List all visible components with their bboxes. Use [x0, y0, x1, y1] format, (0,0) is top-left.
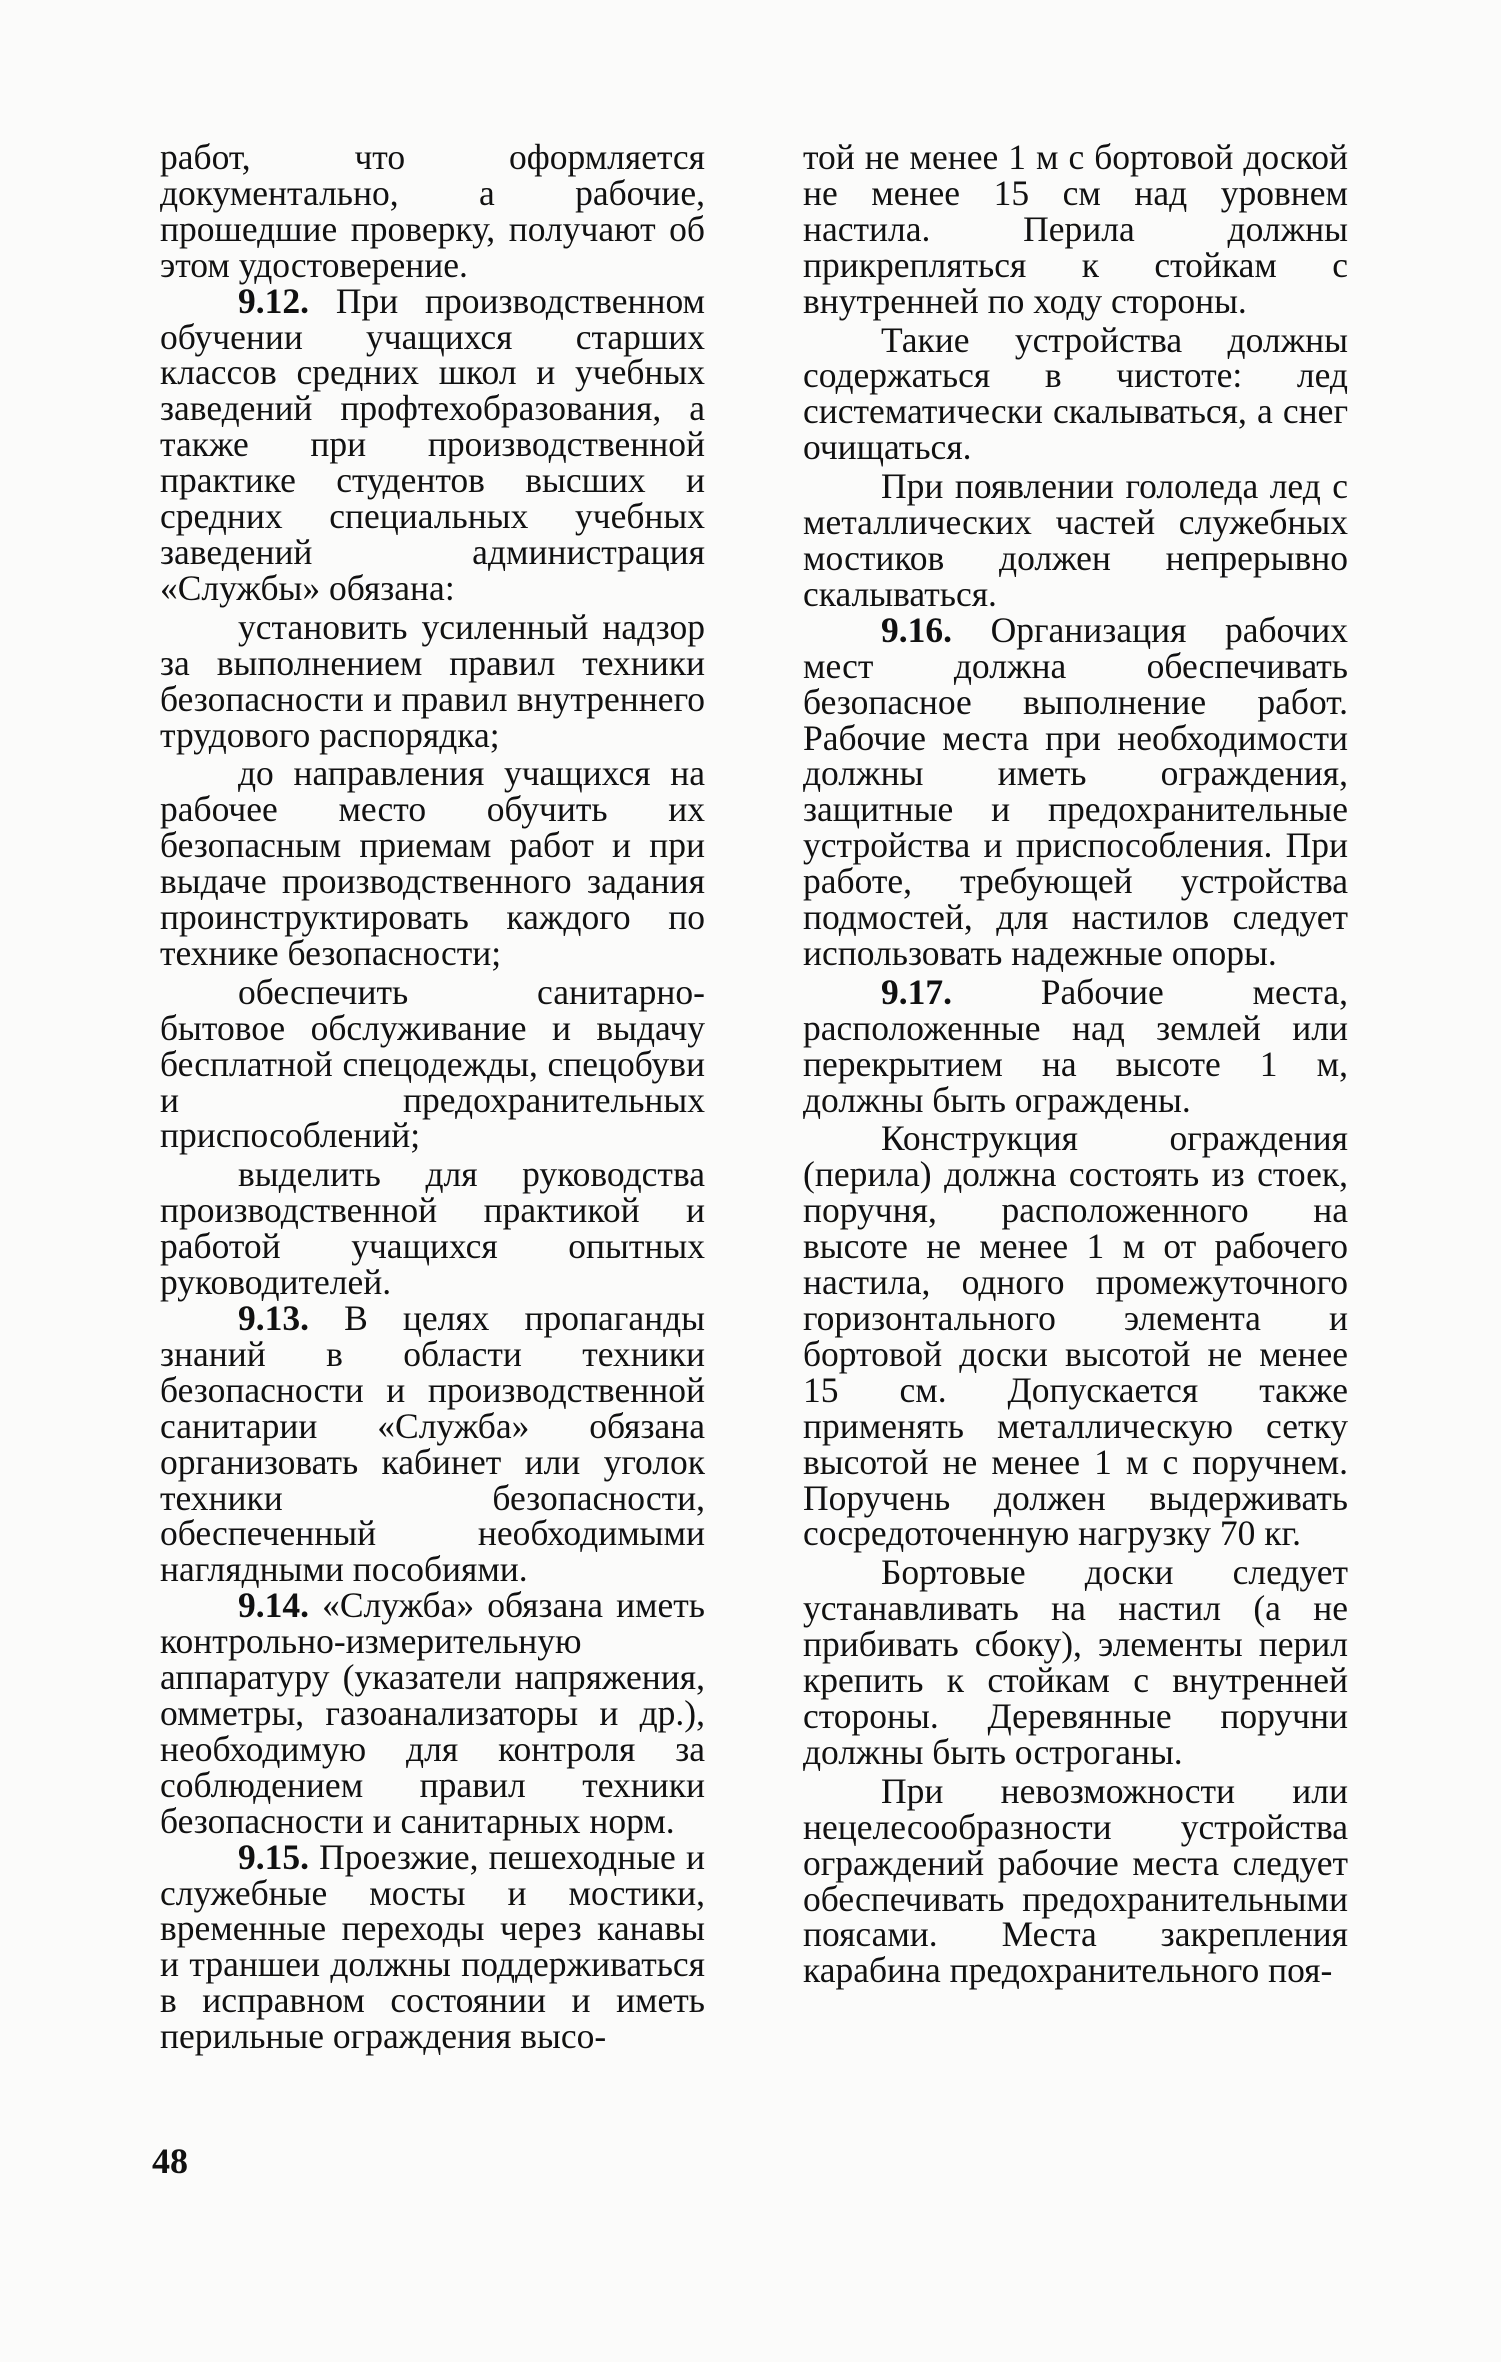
paragraph: работ, что оформляется документально, а рабочие, прошедшие проверку, получают об этом удостоверение.: [160, 137, 705, 285]
section-number: 9.16.: [881, 609, 952, 650]
right-column: [803, 137, 1348, 1991]
paragraph-9-14: [160, 1585, 705, 1841]
paragraph-text: «Служба» обязана иметь контрольно-измерительную аппаратуру (указатели напряжения, омметры, газоанализаторы и др.), необходимую для контроля за соблюдением правил техники безопасности и санитарных норм.: [160, 1585, 705, 1841]
section-number: 9.15.: [238, 1836, 309, 1877]
paragraph-9-17: [803, 971, 1348, 1120]
paragraph: той не менее 1 м с бортовой доской не менее 15 см над уровнем настила. Перила должны прикрепляться к стойкам с внутренней по ходу стороны.: [803, 137, 1348, 321]
paragraph: При невозможности или нецелесообразности устройства ограждений рабочие места следует обеспечивать предохранительными поясами. Места закрепления карабина предохранительного поя-: [803, 1770, 1348, 1991]
section-number: 9.12.: [238, 280, 309, 321]
left-column: [160, 137, 705, 2057]
list-item: обеспечить санитарно-бытовое обслуживание и выдачу бесплатной спецодежды, спецобуви и предохранительных приспособлений;: [160, 971, 705, 1156]
paragraph-text: Рабочие места, расположенные над землей или перекрытием на высоте 1 м, должны быть ограждены.: [803, 971, 1348, 1120]
list-item: установить усиленный надзор за выполнением правил техники безопасности и правил внутреннего трудового распорядка;: [160, 606, 705, 755]
paragraph: При появлении гололеда лед с металлических частей служебных мостиков должен непрерывно скалываться.: [803, 466, 1348, 614]
list-item: до направления учащихся на рабочее место обучить их безопасным приемам работ и при выдаче производственного задания проинструктировать каждого по технике безопасности;: [160, 753, 705, 973]
paragraph-text: При производственном обучении учащихся старших классов средних школ и учебных заведений профтехобразования, а также при производственной практике студентов высших и средних специальных учебных заведений администрация «Службы» обязана:: [160, 280, 705, 608]
paragraph-9-16: [803, 609, 1348, 973]
section-number: 9.13.: [238, 1298, 309, 1338]
page-number: 48: [152, 2141, 188, 2181]
paragraph-9-13: [160, 1298, 705, 1590]
paragraph: Конструкция ограждения (перила) должна состоять из стоек, поручня, расположенного на высоте не менее 1 м от рабочего настила, одного промежуточного горизонтального элемента и бортовой доски высотой не менее 15 см. Допускается также применять металлическую сетку высотой не менее 1 м с поручнем. Поручень должен выдерживать сосредоточенную нагрузку 70 кг.: [803, 1118, 1348, 1554]
section-number: 9.14.: [238, 1585, 309, 1626]
paragraph: Такие устройства должны содержаться в чистоте: лед систематически скалываться, а снег очищаться.: [803, 319, 1348, 468]
list-item: выделить для руководства производственной практикой и работой учащихся опытных руководителей.: [160, 1154, 705, 1303]
paragraph-text: Проезжие, пешеходные и служебные мосты и мостики, временные переходы через канавы и траншеи должны поддерживаться в исправном состоянии и иметь перильные ограждения высо-: [160, 1836, 705, 2057]
paragraph-9-15: [160, 1836, 705, 2057]
paragraph-text: Организация рабочих мест должна обеспечивать безопасное выполнение работ. Рабочие места при необходимости должны иметь ограждения, защитные и предохранительные устройства и приспособления. При работе, требующей устройства подмостей, для настилов следует использовать надежные опоры.: [803, 609, 1348, 973]
paragraph-9-12: [160, 280, 705, 608]
paragraph: Бортовые доски следует устанавливать на настил (а не прибивать сбоку), элементы перил крепить к стойкам с внутренней стороны. Деревянные поручни должны быть остроганы.: [803, 1552, 1348, 1772]
paragraph-text: В целях пропаганды знаний в области техники безопасности и производственной санитарии «Служба» обязана организовать кабинет или уголок техники безопасности, обеспеченный необходимыми наглядными пособиями.: [160, 1298, 705, 1590]
section-number: 9.17.: [881, 971, 952, 1012]
